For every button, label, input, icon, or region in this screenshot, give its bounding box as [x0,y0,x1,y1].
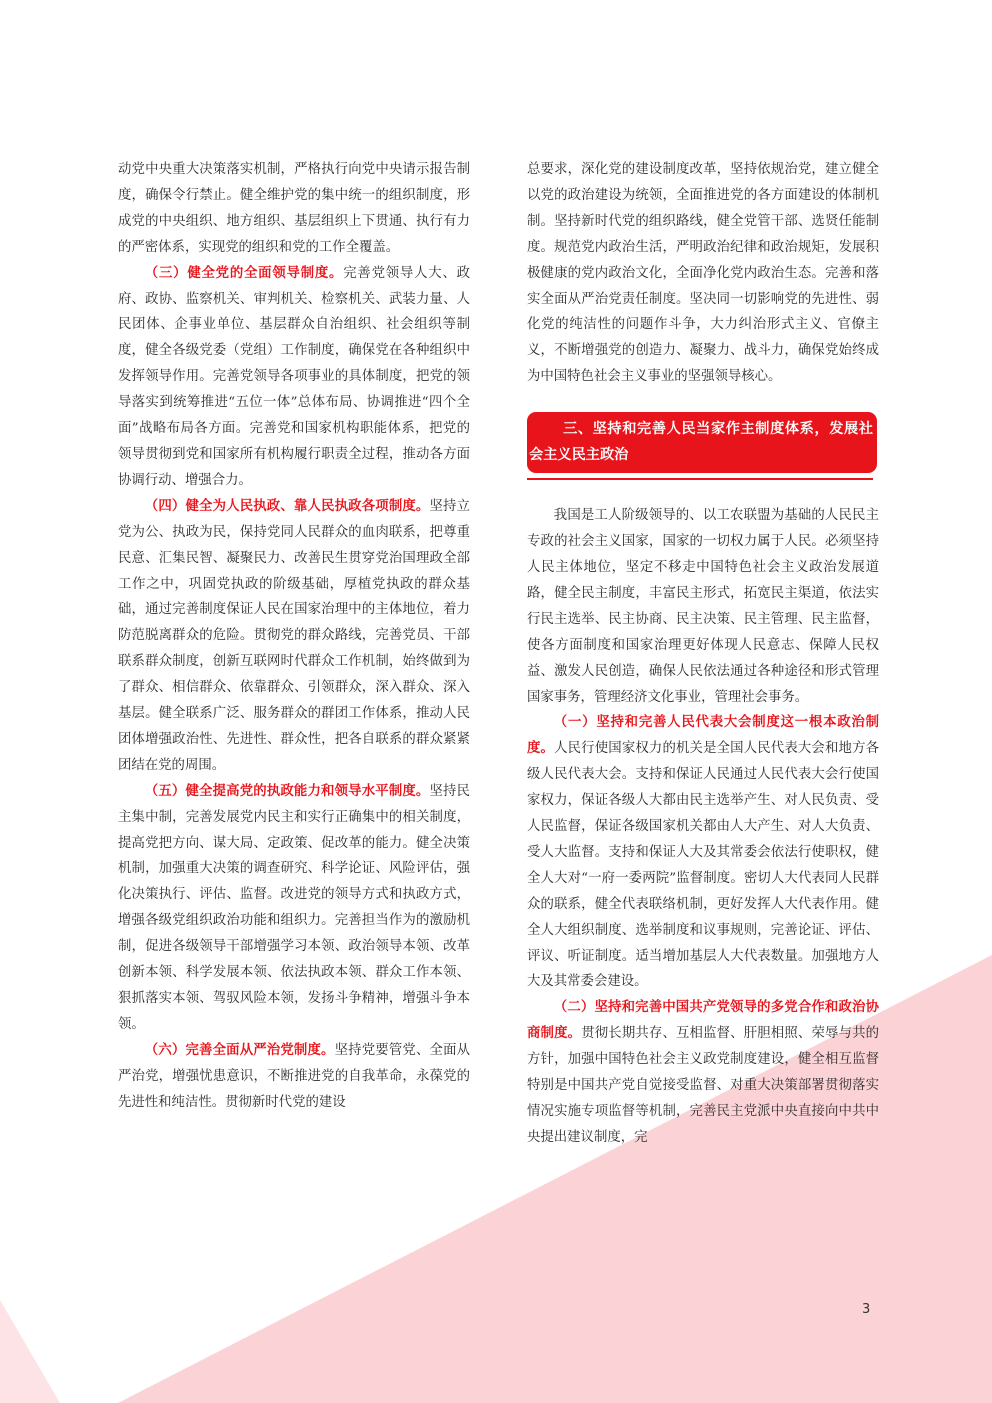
subsection-title: （六）完善全面从严治党制度。 [144,1041,335,1058]
paragraph: 总要求，深化党的建设制度改革，坚持依规治党，建立健全以党的政治建设为统领，全面推进党的各方面建设的体制机制。坚持新时代党的组织路线，健全党管干部、选贤任能制度。规范党内政治生活，严明政治纪律和政治规矩，发展积极健康的党内政治文化，全面净化党内政治生态。完善和落实全面从严治党责任制度。坚决同一切影响党的先进性、弱化党的纯洁性的问题作斗争，大力纠治形式主义、官僚主义，不断增强党的创造力、凝聚力、战斗力，确保党始终成为中国特色社会主义事业的坚强领导核心。 [527,162,879,385]
subsection-body: 坚持党要管党、全面从严治党，增强忧患意识，不断推进党的自我革命，永葆党的先进性和纯洁性。贯彻新时代党的建设 [118,1042,471,1110]
subsection-body: 人民行使国家权力的机关是全国人民代表大会和地方各级人民代表大会。支持和保证人民通过人民代表大会行使国家权力，保证各级人大都由民主选举产生、对人民负责、受人民监督，保证各级国家机关都由人大产生、对人大负责、受人大监督。支持和保证人大及其常委会依法行使职权，健全人大对“一府一委两院”监督制度。密切人大代表同人民群众的联系，健全代表联络机制，更好发挥人大代表作用。健全人大组织制度、选举制度和议事规则，完善论证、评估、评议、听证制度。适当增加基层人大代表数量。加强地方人大及其常委会建设。 [527,741,880,990]
subsection-body: 贯彻长期共存、互相监督、肝胆相照、荣辱与共的方针，加强中国特色社会主义政党制度建设，健全相互监督特别是中国共产党自觉接受监督、对重大决策部署贯彻落实情况实施专项监督等机制，完善民主党派中央直接向中共中央提出建议制度，完 [527,1026,880,1145]
subsection-body: 坚持民主集中制，完善发展党内民主和实行正确集中的相关制度，提高党把方向、谋大局、定政策、促改革的能力。健全决策机制，加强重大决策的调查研究、科学论证、风险评估，强化决策执行、评估、监督。改进党的领导方式和执政方式，增强各级党组织政治功能和组织力。完善担当作为的激励机制，促进各级领导干部增强学习本领、政治领导本领、改革创新本领、科学发展本领、依法执政本领、群众工作本领、狠抓落实本领、驾驭风险本领，发扬斗争精神，增强斗争本领。 [118,783,471,1032]
subsection-title: （一）坚持和完善人民代表大会制度这一根本政治制度。 [527,714,879,757]
paragraph: 动党中央重大决策落实机制，严格执行向党中央请示报告制度，确保令行禁止。健全维护党的集中统一的组织制度，形成党的中央组织、地方组织、基层组织上下贯通、执行有力的严密体系，实现党的组织和党的工作全覆盖。 [118,162,470,255]
paragraph [118,779,470,1038]
right-column [527,157,879,1151]
paragraph: 我国是工人阶级领导的、以工农联盟为基础的人民民主专政的社会主义国家，国家的一切权力属于人民。必须坚持人民主体地位，坚定不移走中国特色社会主义政治发展道路，健全民主制度，丰富民主形式，拓宽民主渠道，依法实行民主选举、民主协商、民主决策、民主管理、民主监督，使各方面制度和国家治理更好体现人民意志、保障人民权益、激发人民创造，确保人民依法通过各种途径和形式管理国家事务，管理经济文化事业，管理社会事务。 [527,508,879,705]
paragraph [118,494,470,779]
section-divider [527,478,873,480]
paragraph [118,261,470,494]
paragraph [118,1038,470,1116]
subsection-body: 坚持立党为公、执政为民，保持党同人民群众的血肉联系，把尊重民意、汇集民智、凝聚民力、改善民生贯穿党治国理政全部工作之中，巩固党执政的阶级基础，厚植党执政的群众基础，通过完善制度保证人民在国家治理中的主体地位，着力防范脱离群众的危险。贯彻党的群众路线，完善党员、干部联系群众制度，创新互联网时代群众工作机制，始终做到为了群众、相信群众、依靠群众、引领群众，深入群众、深入基层。健全联系广泛、服务群众的群团工作体系，推动人民团体增强政治性、先进性、群众性，把各自联系的群众紧紧团结在党的周围。 [118,498,471,773]
subsection-title: （四）健全为人民执政、靠人民执政各项制度。 [144,497,430,514]
subsection-title: （二）坚持和完善中国共产党领导的多党合作和政治协商制度。 [527,999,879,1042]
section-heading-box [527,412,877,473]
subsection-title: （三）健全党的全面领导制度。 [144,264,344,281]
paragraph [527,710,879,995]
subsection-title: （五）健全提高党的执政能力和领导水平制度。 [144,782,430,799]
left-column [118,157,470,1116]
paragraph [527,995,879,1150]
section-heading: 三、坚持和完善人民当家作主制度体系，发展社会主义民主政治 [529,421,873,464]
subsection-body: 完善党领导人大、政府、政协、监察机关、审判机关、检察机关、武装力量、人民团体、企事业单位、基层群众自治组织、社会组织等制度，健全各级党委（党组）工作制度，确保党在各种组织中发挥领导作用。完善党领导各项事业的具体制度，把党的领导落实到统筹推进“五位一体”总体布局、协调推进“四个全面”战略布局各方面。完善党和国家机构职能体系，把党的领导贯彻到党和国家所有机构履行职责全过程，推动各方面协调行动、增强合力。 [118,265,471,488]
page-number: 3 [862,1302,871,1317]
